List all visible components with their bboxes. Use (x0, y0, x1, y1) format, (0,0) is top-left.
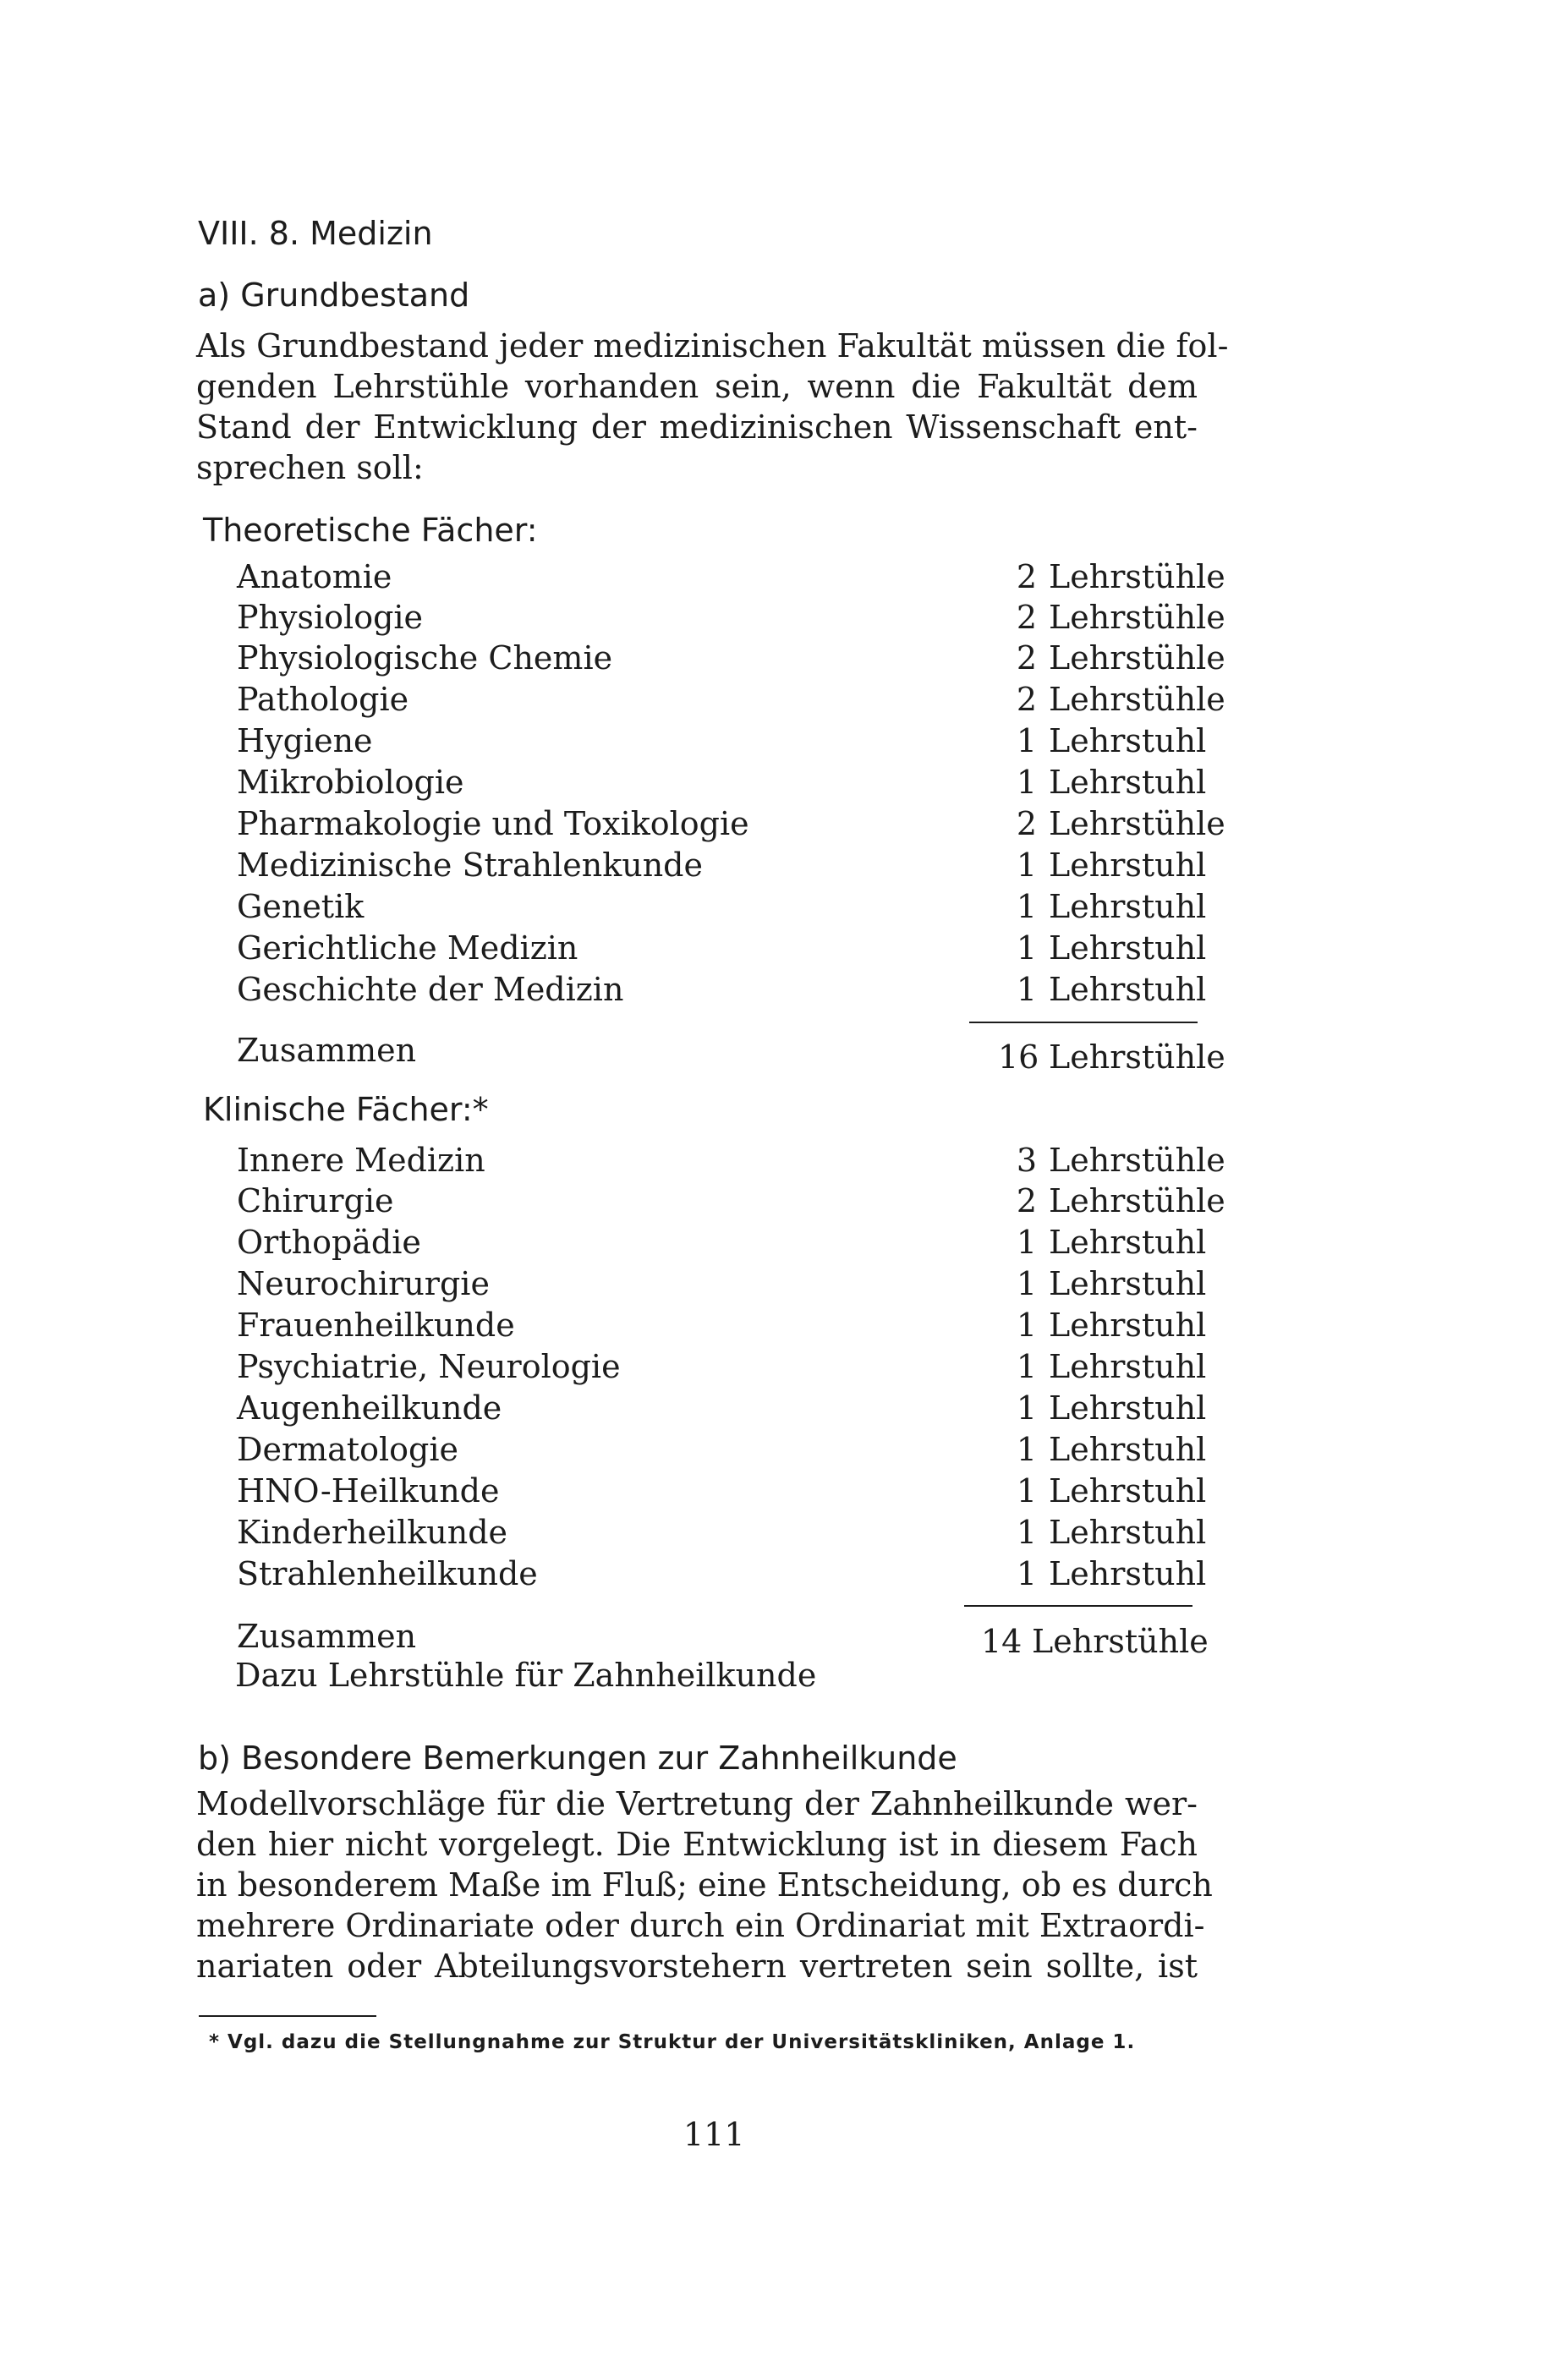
count: 1 (1016, 764, 1037, 801)
unit: Lehrstuhl (1049, 1472, 1207, 1510)
count: 2 (1016, 805, 1037, 842)
table-row (237, 1472, 1207, 1515)
unit: Lehrstuhl (1049, 1265, 1207, 1302)
dental-chairs-note: Dazu Lehrstühle für Zahnheilkunde (235, 1657, 817, 1694)
table-row (237, 1431, 1207, 1474)
unit: Lehrstuhl (1049, 929, 1207, 967)
table-row (237, 1182, 1225, 1225)
unit: Lehrstuhl (1049, 847, 1207, 884)
unit: Lehrstuhl (1049, 1389, 1207, 1427)
table-row (237, 1142, 1225, 1185)
table-row (237, 1514, 1207, 1557)
count: 2 (1016, 1182, 1037, 1219)
paragraph-line: Modellvorschläge für die Vertretung der Zahnheilkunde wer- (196, 1785, 1198, 1822)
unit: Lehrstühle (1049, 1142, 1225, 1179)
count: 2 (1016, 558, 1037, 595)
table-row (237, 764, 1207, 807)
table-row (237, 1348, 1207, 1391)
unit: Lehrstühle (1049, 599, 1225, 636)
subject: Anatomie (237, 558, 392, 595)
subject: Kinderheilkunde (237, 1514, 508, 1551)
total-count: 14 (981, 1623, 1022, 1660)
paragraph-line: den hier nicht vorgelegt. Die Entwicklung ist in diesem Fach (196, 1826, 1198, 1863)
unit: Lehrstuhl (1049, 1224, 1207, 1261)
total-label: Zusammen (237, 1618, 417, 1655)
unit: Lehrstühle (1049, 805, 1225, 842)
clinical-heading: Klinische Fächer:* (203, 1091, 489, 1128)
unit: Lehrstuhl (1049, 1348, 1207, 1385)
count: 3 (1016, 1142, 1037, 1179)
subject: Physiologie (237, 599, 424, 636)
count: 2 (1016, 639, 1037, 677)
count: 1 (1016, 1472, 1037, 1510)
unit: Lehrstühle (1049, 558, 1225, 595)
total-count: 16 (998, 1038, 1039, 1076)
unit: Lehrstuhl (1049, 971, 1207, 1008)
subject: Strahlenheilkunde (237, 1555, 538, 1592)
unit: Lehrstuhl (1049, 1555, 1207, 1592)
paragraph-line: genden Lehrstühle vorhanden sein, wenn die Fakultät dem (196, 368, 1198, 405)
subsection-b-title: b) Besondere Bemerkungen zur Zahnheilkunde (198, 1740, 957, 1777)
subject: Medizinische Strahlenkunde (237, 847, 703, 884)
subject: Physiologische Chemie (237, 639, 613, 677)
count: 1 (1016, 1265, 1037, 1302)
section-heading: VIII. 8. Medizin (198, 215, 433, 252)
table-row (237, 888, 1207, 931)
subject: Mikrobiologie (237, 764, 464, 801)
table-row (237, 639, 1225, 682)
subsection-a-title: a) Grundbestand (198, 277, 470, 314)
unit: Lehrstühle (1049, 639, 1225, 677)
table-row (237, 847, 1207, 890)
count: 1 (1016, 1389, 1037, 1427)
count: 2 (1016, 681, 1037, 718)
total-unit: Lehrstühle (1032, 1623, 1209, 1660)
subject: Geschichte der Medizin (237, 971, 624, 1008)
sum-rule (969, 1022, 1198, 1023)
total-unit: Lehrstühle (1049, 1038, 1225, 1076)
unit: Lehrstühle (1049, 681, 1225, 718)
unit: Lehrstuhl (1049, 1307, 1207, 1344)
subject: Frauenheilkunde (237, 1307, 515, 1344)
count: 1 (1016, 1307, 1037, 1344)
subject: Innere Medizin (237, 1142, 485, 1179)
table-row (237, 1389, 1207, 1433)
total-label: Zusammen (237, 1032, 417, 1069)
theoretical-heading: Theoretische Fächer: (203, 512, 538, 549)
footnote-rule (199, 2015, 376, 2017)
subject: Dermatologie (237, 1431, 458, 1468)
subject: Pathologie (237, 681, 409, 718)
paragraph-line: Stand der Entwicklung der medizinischen Wissenschaft ent- (196, 408, 1198, 446)
table-row (237, 971, 1207, 1014)
subject: Genetik (237, 888, 365, 925)
subject: Hygiene (237, 722, 373, 759)
table-row (237, 1307, 1207, 1350)
table-row (237, 1224, 1207, 1267)
table-row (237, 805, 1225, 848)
table-row (237, 1265, 1207, 1308)
table-row (237, 929, 1207, 973)
subject: HNO-Heilkunde (237, 1472, 500, 1510)
subject: Chirurgie (237, 1182, 394, 1219)
paragraph-line: Als Grundbestand jeder medizinischen Fakultät müssen die fol- (196, 327, 1229, 364)
count: 1 (1016, 722, 1037, 759)
unit: Lehrstuhl (1049, 722, 1207, 759)
theoretical-total-row (237, 1032, 1225, 1082)
subject: Orthopädie (237, 1224, 421, 1261)
paragraph-line: nariaten oder Abteilungsvorstehern vertreten sein sollte, ist (196, 1948, 1198, 1985)
table-row (237, 558, 1225, 601)
count: 1 (1016, 971, 1037, 1008)
unit: Lehrstuhl (1049, 888, 1207, 925)
paragraph-line: mehrere Ordinariate oder durch ein Ordinariat mit Extraordi- (196, 1907, 1205, 1944)
unit: Lehrstühle (1049, 1182, 1225, 1219)
intro-paragraph (196, 327, 1229, 492)
count: 1 (1016, 1348, 1037, 1385)
subject: Gerichtliche Medizin (237, 929, 578, 967)
count: 1 (1016, 1555, 1037, 1592)
count: 1 (1016, 929, 1037, 967)
b-paragraph (196, 1785, 1213, 1991)
unit: Lehrstuhl (1049, 764, 1207, 801)
unit: Lehrstuhl (1049, 1431, 1207, 1468)
subject: Neurochirurgie (237, 1265, 490, 1302)
table-row (237, 722, 1207, 765)
unit: Lehrstuhl (1049, 1514, 1207, 1551)
sum-rule (964, 1605, 1192, 1607)
paragraph-line: sprechen soll: (196, 449, 424, 486)
subject: Pharmakologie und Toxikologie (237, 805, 749, 842)
table-row (237, 1555, 1207, 1598)
paragraph-line: in besonderem Maße im Fluß; eine Entscheidung, ob es durch (196, 1866, 1213, 1904)
subject: Psychiatrie, Neurologie (237, 1348, 621, 1385)
table-row (237, 599, 1225, 642)
count: 1 (1016, 1224, 1037, 1261)
count: 1 (1016, 847, 1037, 884)
count: 1 (1016, 1514, 1037, 1551)
page-number: 111 (683, 2116, 745, 2153)
count: 2 (1016, 599, 1037, 636)
count: 1 (1016, 888, 1037, 925)
table-row (237, 681, 1225, 724)
subject: Augenheilkunde (237, 1389, 502, 1427)
footnote: * Vgl. dazu die Stellungnahme zur Struktur der Universitätskliniken, Anlage 1. (209, 2031, 1136, 2053)
count: 1 (1016, 1431, 1037, 1468)
